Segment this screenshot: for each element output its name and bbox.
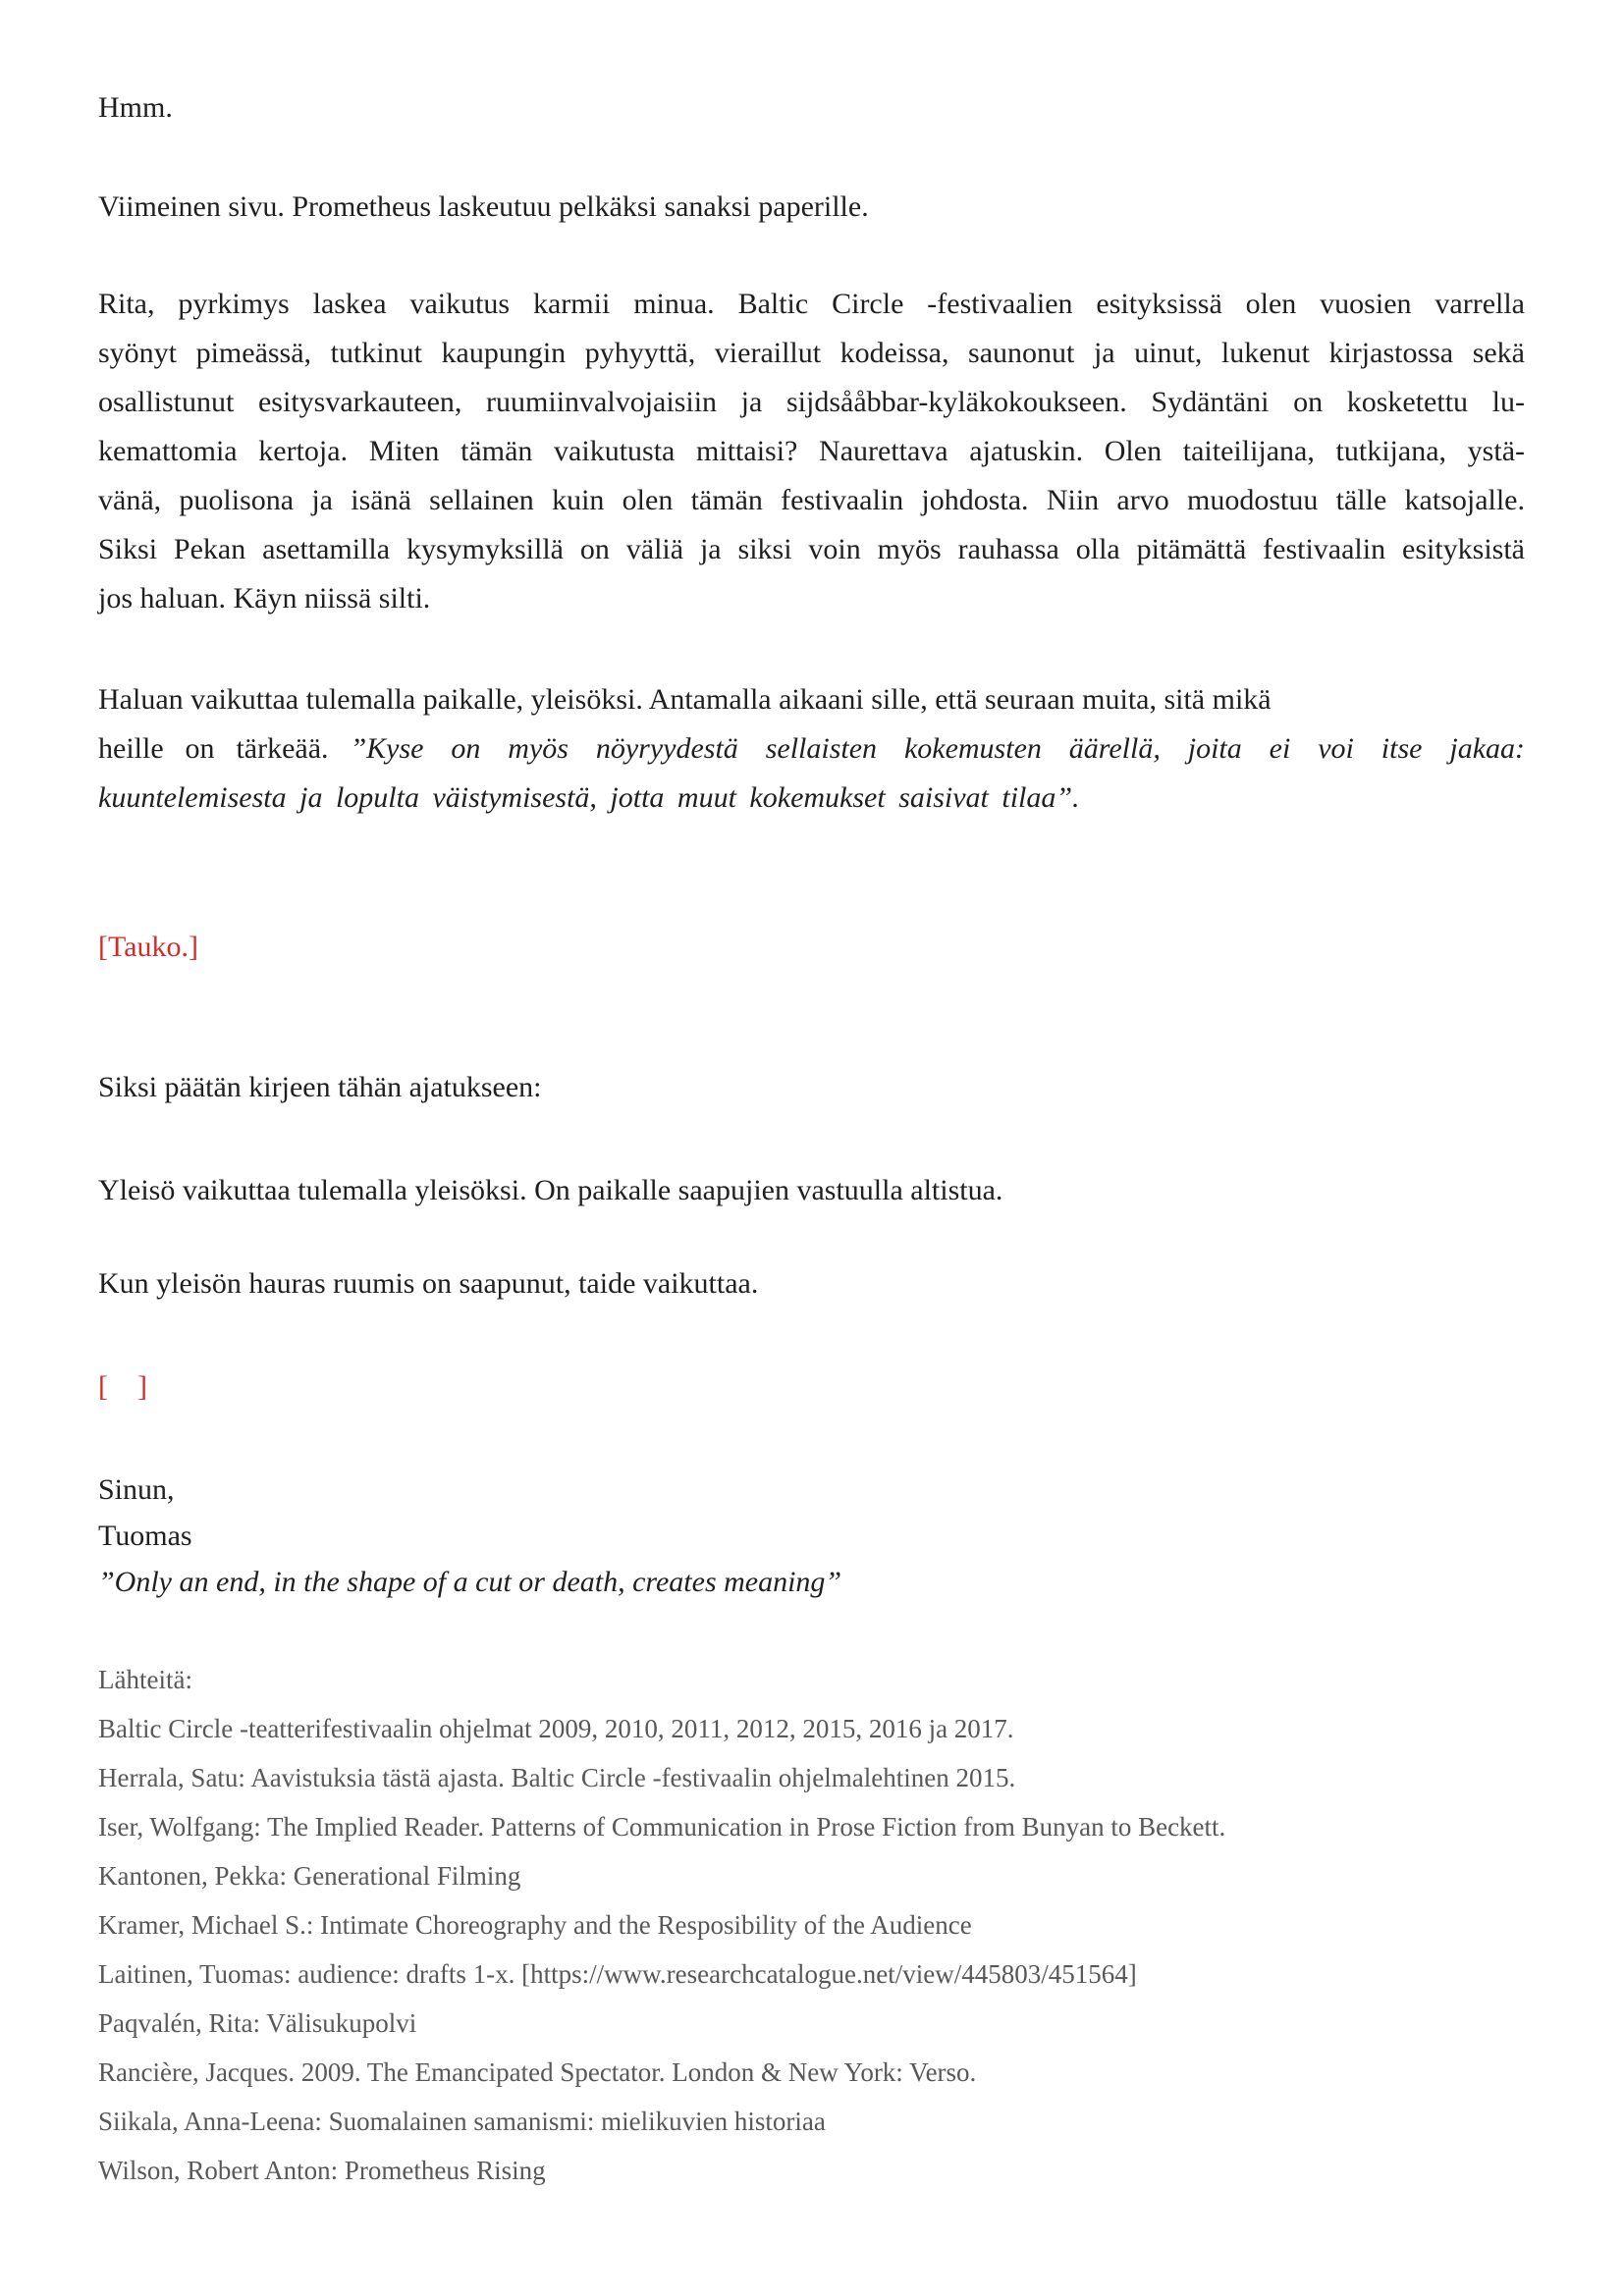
- signature-block: [98, 1467, 1525, 1605]
- paragraph-line: vänä, puolisona ja isänä sellainen kuin olen tämän festivaalin johdosta. Niin arvo muodostuu tälle katsojalle.: [98, 484, 1525, 516]
- paragraph-text: heille on tärkeää.: [98, 732, 351, 765]
- reference-item: Iser, Wolfgang: The Implied Reader. Patterns of Communication in Prose Fiction from Bunyan to Beckett.: [98, 1812, 1226, 1842]
- finnish-quote-italic: ”Kyse on myös nöyryydestä sellaisten kokemusten äärellä, joita ei voi itse jakaa:: [350, 732, 1525, 765]
- pause-marker: [Tauko.]: [98, 931, 199, 963]
- paragraph-line: [98, 724, 1525, 774]
- references-section: [98, 1655, 1525, 2195]
- english-quote: ”Only an end, in the shape of a cut or death, creates meaning”: [98, 1566, 842, 1598]
- reference-item: Paqvalén, Rita: Välisukupolvi: [98, 2008, 417, 2038]
- reference-item: Kramer, Michael S.: Intimate Choreography and the Resposibility of the Audience: [98, 1910, 972, 1940]
- paragraph-line: jos haluan. Käyn niissä silti.: [98, 582, 431, 614]
- paragraph-line: Siksi Pekan asettamilla kysymyksillä on väliä ja siksi voin myös rauhassa olla pitämättä festivaalin esityksistä: [98, 533, 1525, 565]
- closing-statement: Yleisö vaikuttaa tulemalla yleisöksi. On paikalle saapujien vastuulla altistua.: [98, 1174, 1003, 1206]
- paragraph-line: Rita, pyrkimys laskea vaikutus karmii minua. Baltic Circle -festivaalien esityksissä olen vuosien varrella: [98, 288, 1525, 320]
- reference-item: Laitinen, Tuomas: audience: drafts 1-x. [https://www.researchcatalogue.net/view/445803/451564]: [98, 1959, 1137, 1989]
- paragraph-line: [98, 774, 1525, 823]
- references-list: [98, 1704, 1525, 2195]
- reference-item: Rancière, Jacques. 2009. The Emancipated Spectator. London & New York: Verso.: [98, 2057, 977, 2087]
- signature-name: Tuomas: [98, 1520, 192, 1552]
- last-page-line: Viimeinen sivu. Prometheus laskeutuu pelkäksi sanaksi paperille.: [98, 190, 869, 223]
- paragraph-rita: [98, 280, 1525, 623]
- closing-statement: Kun yleisön hauras ruumis on saapunut, taide vaikuttaa.: [98, 1267, 759, 1300]
- opening-line: Hmm.: [98, 91, 173, 124]
- paragraph-line: kemattomia kertoja. Miten tämän vaikutusta mittaisi? Naurettava ajatuskin. Olen taiteilijana, tutkijana, ystä-: [98, 435, 1525, 467]
- finnish-quote-italic: kuuntelemisesta ja lopulta väistymisestä, jotta muut kokemukset saisivat tilaa”.: [98, 781, 1080, 814]
- paragraph-line: osallistunut esitysvarkauteen, ruumiinvalvojaisiin ja sijdsååbbar-kyläkokoukseen. Sydäntäni on kosketettu lu-: [98, 386, 1525, 418]
- reference-item: Wilson, Robert Anton: Prometheus Rising: [98, 2156, 546, 2185]
- reference-item: Baltic Circle -teatterifestivaalin ohjelmat 2009, 2010, 2011, 2012, 2015, 2016 ja 2017.: [98, 1714, 1014, 1743]
- closing-intro-line: Siksi päätän kirjeen tähän ajatukseen:: [98, 1071, 542, 1103]
- paragraph-haluan: [98, 675, 1525, 823]
- paragraph-line: syönyt pimeässä, tutkinut kaupungin pyhyyttä, vieraillut kodeissa, saunonut ja uinut, lukenut kirjastossa sekä: [98, 337, 1525, 369]
- reference-item: Siikala, Anna-Leena: Suomalainen samanismi: mielikuvien historiaa: [98, 2107, 826, 2136]
- empty-brackets-marker: [ ]: [98, 1370, 147, 1403]
- references-heading: Lähteitä:: [98, 1665, 192, 1694]
- reference-item: Kantonen, Pekka: Generational Filming: [98, 1861, 521, 1891]
- paragraph-line: Haluan vaikuttaa tulemalla paikalle, yleisöksi. Antamalla aikaani sille, että seuraan muita, sitä mikä: [98, 683, 1272, 716]
- signoff-line: Sinun,: [98, 1473, 175, 1506]
- reference-item: Herrala, Satu: Aavistuksia tästä ajasta. Baltic Circle -festivaalin ohjelmalehtinen 2015.: [98, 1763, 1016, 1792]
